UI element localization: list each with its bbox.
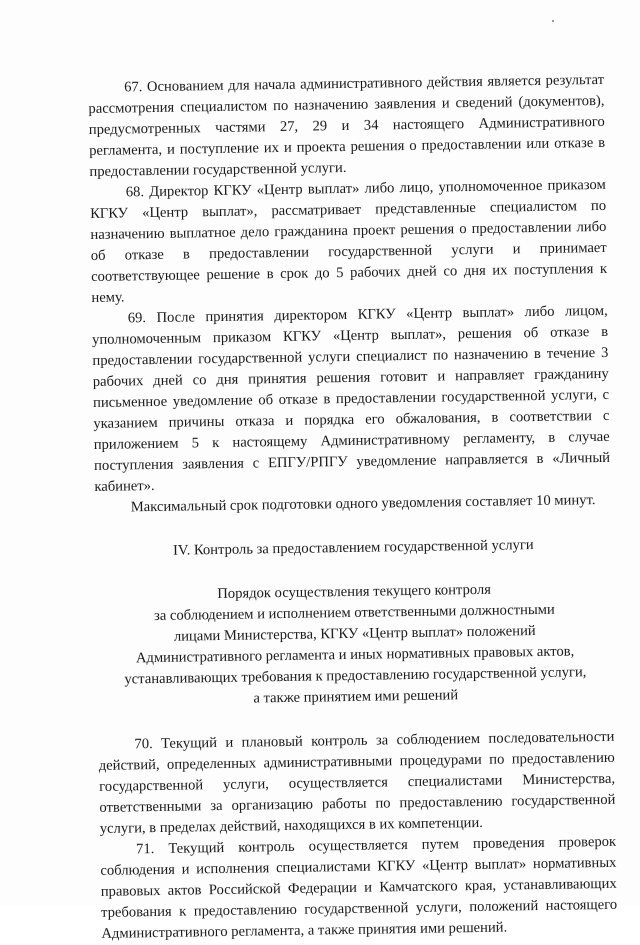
paragraph-max-time: Максимальный срок подготовки одного уведомления составляет 10 минут.	[130, 492, 596, 516]
paragraph-70: 70. Текущий и плановый контроль за соблюдением последовательности действий, определенных административными процедурами по предоставлению государственной услуги, осуществляется специалистами Министерства, ответственными за организацию работы по предоставлению государственной услуги, в пределах действий, находящихся в их компетенции.	[98, 728, 616, 837]
page-content	[88, 70, 618, 945]
subheading-line: устанавливающих требования к предоставлению государственной услуги,	[124, 664, 587, 688]
paragraph-71: 71. Текущий контроль осуществляется путем проведения проверок соблюдения и исполнения специалистами КГКУ «Центр выплат» нормативных правовых актов Российской Федерации и Камчатского края, устанавливающих требования к предоставлению государственной услуги, положений настоящего Административного регламента, а также принятия ими решений.	[100, 833, 618, 942]
subheading-line: Административного регламента и иных нормативных правовых актов,	[135, 643, 575, 667]
subheading-line: лицами Министерства, КГКУ «Центр выплат» положений	[173, 623, 536, 645]
section-title: IV. Контроль за предоставлением государственной услуги	[172, 537, 534, 559]
subheading-line: за соблюдением и исполнением ответственными должностными	[153, 601, 555, 625]
paragraph-67: 67. Основанием для начала административного действия является результат рассмотрения специалистом по назначению заявления и сведений (документов), предусмотренных частями 27, 29 и 34 настоящего Административного регламента, и поступление их и проекта решения о предоставлении или отказе в предоставлении государственной услуги.	[88, 71, 606, 180]
subheading	[96, 578, 614, 712]
scan-speck	[552, 20, 554, 22]
subheading-line: Порядок осуществления текущего контроля	[217, 581, 492, 603]
paragraph-69: 69. После принятия директором КГКУ «Центр выплат» либо лицом, уполномоченным приказом КГКУ «Центр выплат», решения об отказе в предоставлении государственной услуги специалист по назначению в течение 3 рабочих дней со дня принятия решения готовит и направляет гражданину письменное уведомление об отказе в предоставлении государственной услуги, с указанием причины отказа и порядка его обжалования, в соответствии с приложением 5 к настоящему Административному регламенту, в случае поступления заявления с ЕПГУ/РПГУ уведомление направляется в «Личный кабинет».	[91, 302, 611, 495]
paragraph-68: 68. Директор КГКУ «Центр выплат» либо лицо, уполномоченное приказом КГКУ «Центр выплат», рассматривает представленные специалистом по назначению выплатное дело гражданина проект решения о предоставлении либо об отказе в предоставлении государственной услуги и принимает соответствующее решение в срок до 5 рабочих дней со дня их поступления к нему.	[90, 176, 608, 306]
subheading-line: а также принятием ими решений	[253, 687, 459, 707]
